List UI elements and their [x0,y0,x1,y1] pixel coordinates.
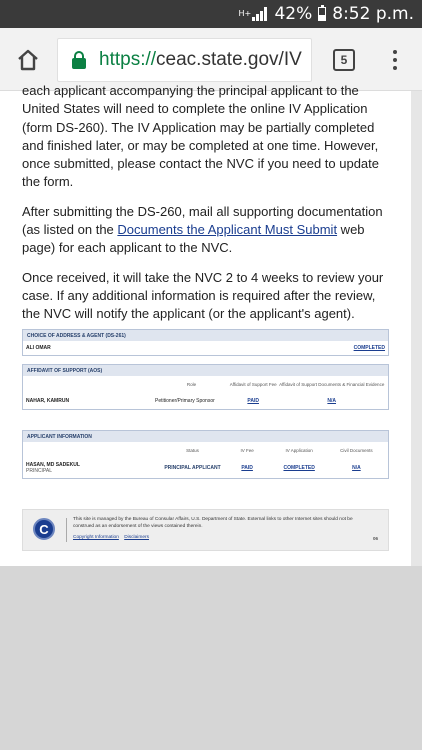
column-header-iv-fee: IV Fee [240,447,254,453]
column-header-iv-application: IV Application [285,447,313,453]
tabs-icon[interactable]: 5 [333,49,355,71]
lock-icon [72,51,86,69]
applicant-name: HASAN, MD SADEKUL [26,462,80,468]
applicant-table [22,430,389,479]
column-header-status: Status [186,447,199,453]
home-icon [16,48,40,72]
page-footer [22,509,389,551]
iv-fee-cell [224,465,271,471]
column-header-civil-docs: Civil Documents [340,447,373,453]
agent-name: ALI OMAR [26,345,51,351]
sponsor-role: Petitioner/Primary Sponsor [155,397,215,404]
documents-link[interactable]: Documents the Applicant Must Submit [117,222,338,238]
url-text[interactable] [99,49,302,71]
footer-links [73,535,153,540]
civil-docs-cell [328,465,385,471]
address-status-link[interactable]: COMPLETED [353,345,385,351]
status-bar [0,0,422,28]
iv-application-link[interactable]: COMPLETED [283,465,315,471]
clock: 8:52 p.m. [332,4,414,24]
disclaimers-link[interactable]: Disclaimers [124,535,149,540]
footer-code: 06 [372,536,378,541]
affidavit-table [22,364,389,410]
aos-docs-link[interactable]: N/A [327,397,337,404]
applicant-status: PRINCIPAL APPLICANT [164,465,221,471]
overflow-menu-icon[interactable] [390,48,400,72]
paragraph-mail-docs [22,203,389,258]
paragraph-review-time: Once received, it will take the NVC 2 to 4 weeks to review your case. If any additional information is required after the review, the NVC will notify the applicant (or the applicant's agent). [22,269,384,322]
battery-percent: 42% [274,4,313,24]
column-header-aos-fee: Affidavit of Support Fee [229,381,277,387]
url-scheme: https:// [99,49,157,70]
paragraph-mail-docs-before: After submitting the DS-260, mail all supporting documentation (as listed on the [22,203,383,238]
status-items [238,4,414,24]
footer-divider [66,518,67,542]
applicant-header: APPLICANT INFORMATION [23,431,388,442]
aos-fee-cell [228,398,278,404]
column-header-role: Role [186,381,197,387]
copyright-link[interactable]: Copyright Information [73,535,119,540]
home-button[interactable] [16,48,40,72]
battery-icon [318,7,326,21]
paragraph-mail-docs-after: web page) for each applicant to the NVC. [22,222,365,256]
address-agent-header: CHOICE OF ADDRESS & AGENT (DS-261) [23,330,388,341]
aos-fee-link[interactable]: PAID [247,397,259,404]
footer-disclaimer-text: This site is managed by the Bureau of Consular Affairs, U.S. Department of State. External links to other Internet sites should not be construed as an endorsement of the views contained therein. [73,517,353,529]
consular-affairs-seal-icon: C [33,518,55,540]
address-agent-table [22,329,389,356]
address-bar[interactable] [57,38,312,82]
battery-fill [319,15,325,20]
network-type-indicator: H+ [238,9,252,18]
paragraph-ds260: each applicant accompanying the principal applicant to the United States will need to complete the online IV Application (form DS-260). The IV Application may be partially completed and finished later, or may be completed at one time. However, once submitted, please contact the NVC if you need to update the form. [22,83,380,190]
case-tables [22,329,389,484]
table-row [23,458,388,478]
page-content [0,82,411,324]
aos-docs-cell [278,398,385,404]
sponsor-name: NAHAR, KAMRUN [26,397,70,404]
iv-application-cell [271,465,328,471]
applicant-name-cell [26,462,161,474]
table-row [23,341,388,355]
column-header-aos-docs: Affidavit of Support Documents & Financial Evidence [279,381,385,387]
affidavit-header: AFFIDAVIT OF SUPPORT (AOS) [23,365,388,376]
applicant-type: PRINCIPAL [26,468,53,474]
table-row [23,392,388,409]
signal-icon [252,7,268,21]
applicant-column-headers [23,442,388,458]
page-scrollbar[interactable] [411,91,422,566]
iv-fee-link[interactable]: PAID [241,465,253,471]
url-host-path: ceac.state.gov/IV [156,49,302,70]
affidavit-column-headers [23,376,388,392]
civil-docs-link[interactable]: N/A [352,465,361,471]
web-page [0,83,411,566]
